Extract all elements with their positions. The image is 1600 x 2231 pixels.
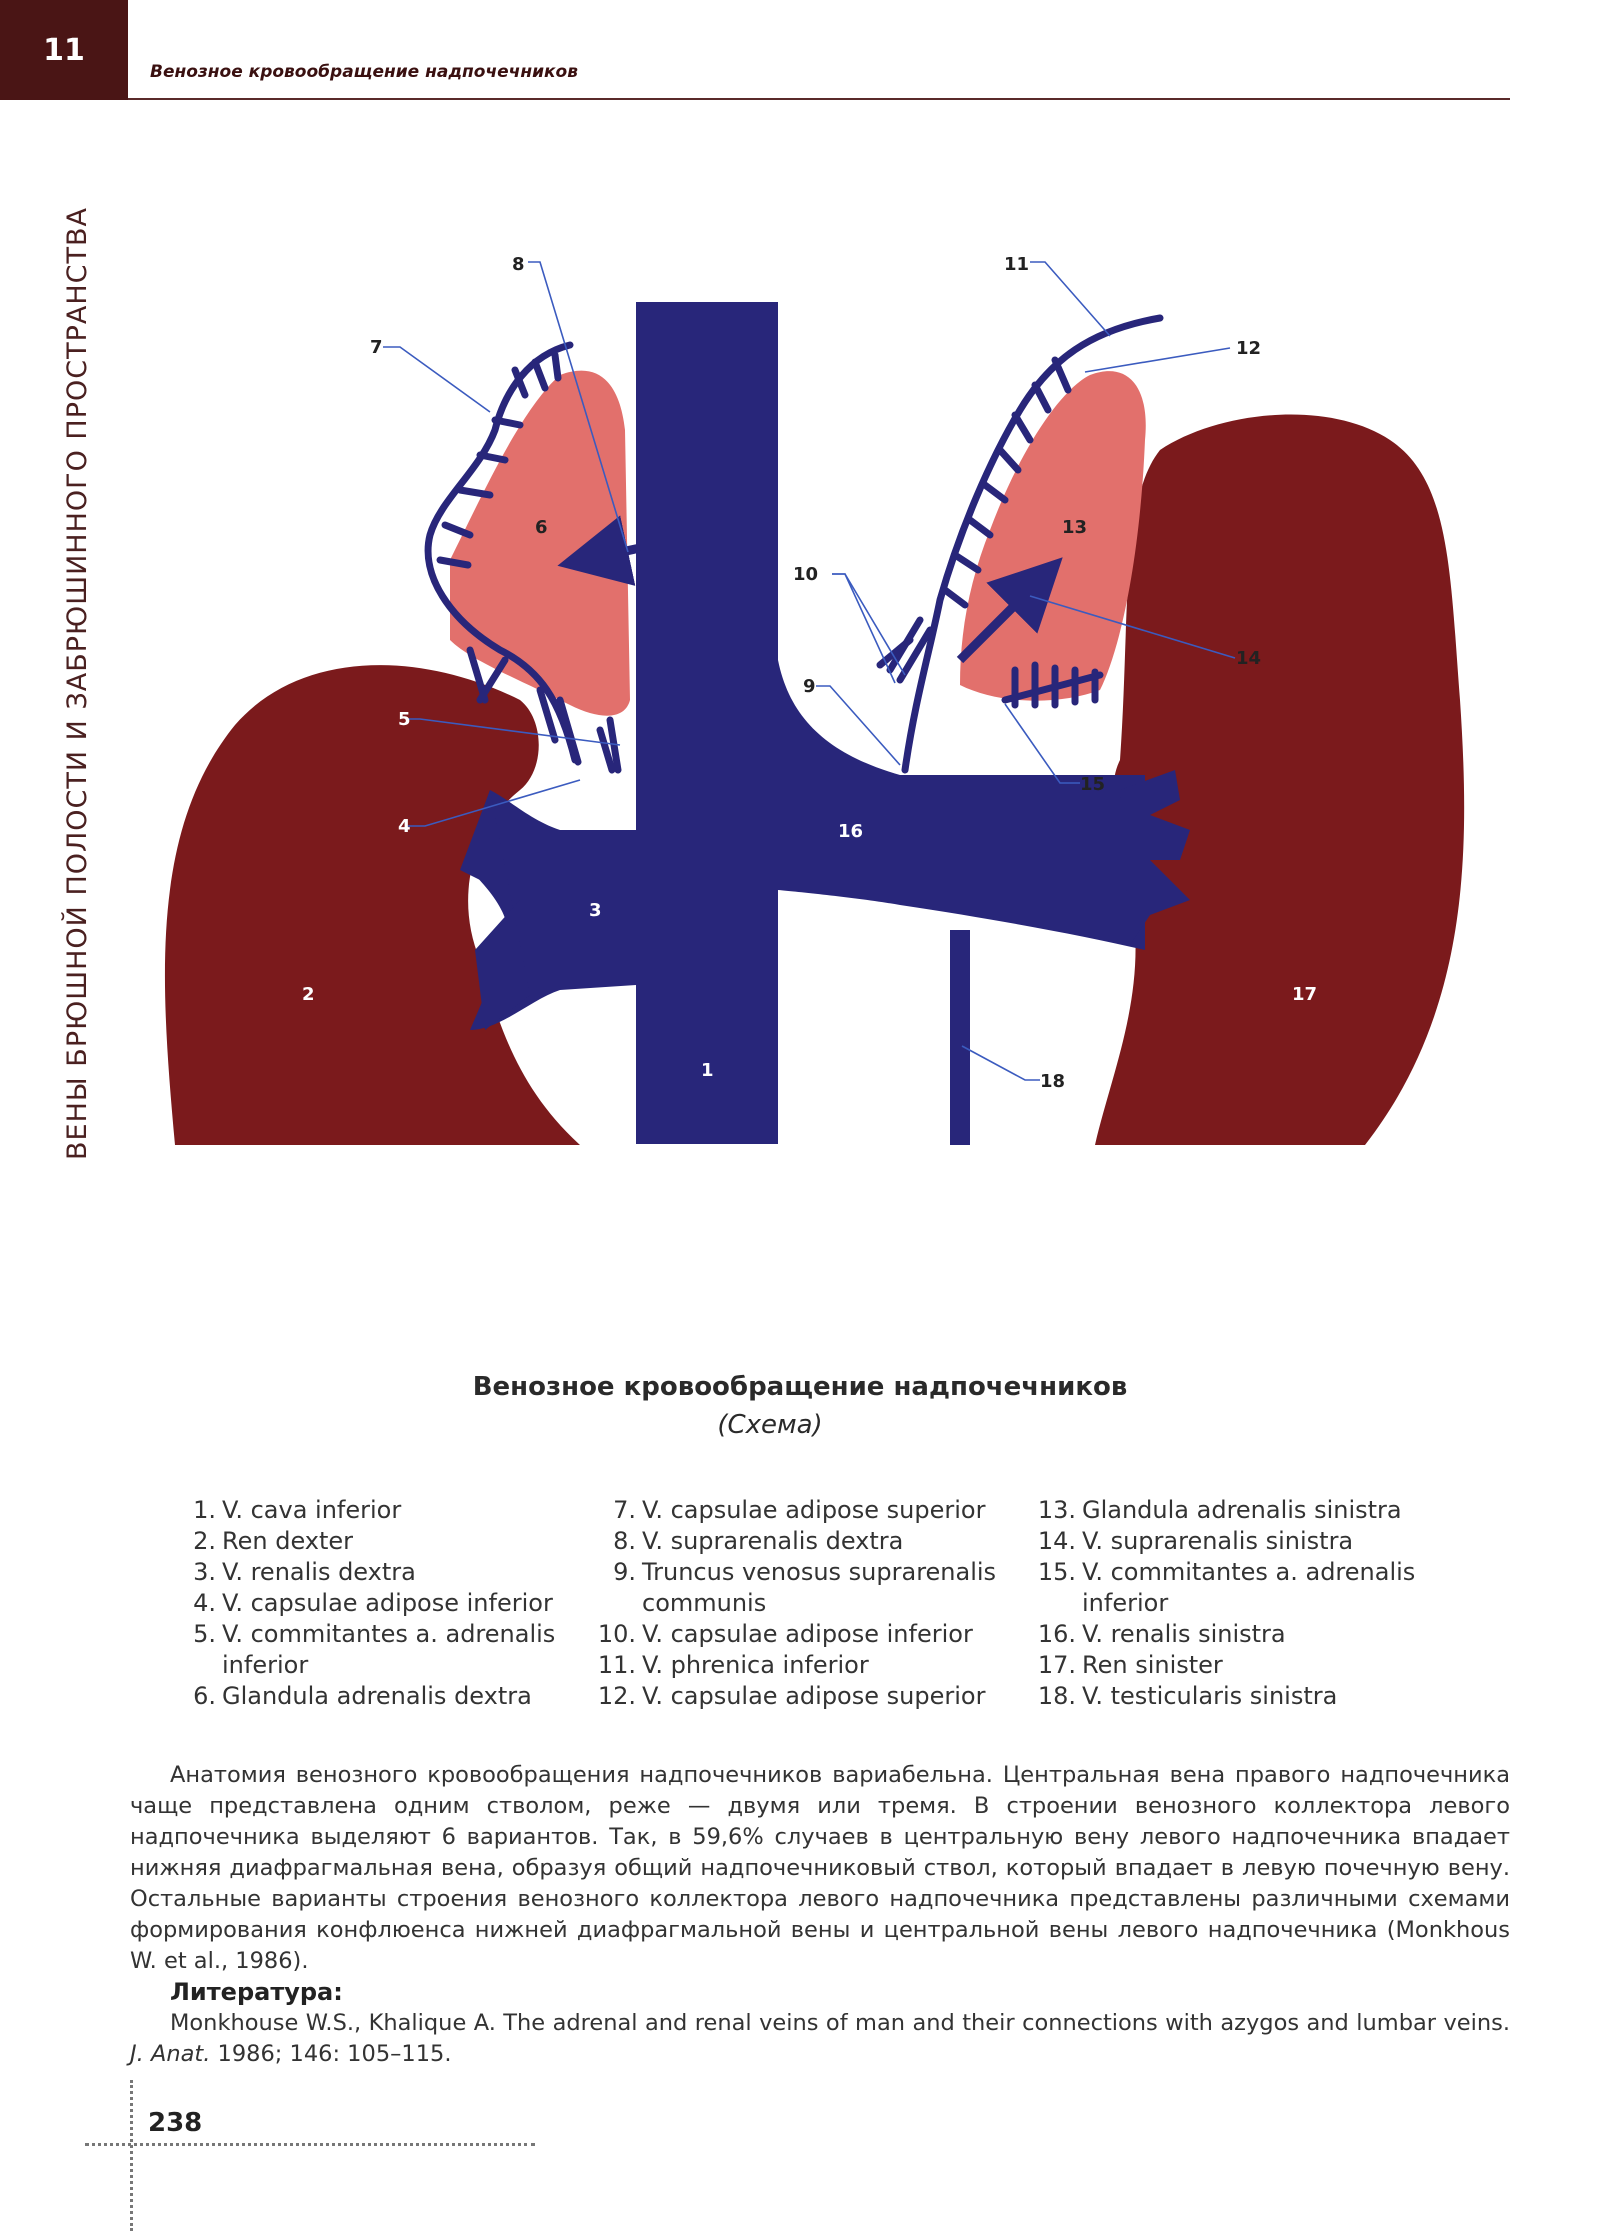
label-14: 14 xyxy=(1236,648,1262,669)
literature-heading: Литература: xyxy=(170,1978,343,2006)
legend-item: 18. V. testicularis sinistra xyxy=(1037,1682,1338,1710)
label-4: 4 xyxy=(398,816,411,837)
literature-reference: Monkhouse W.S., Khalique A. The adrenal and renal veins of man and their connections with azygos and lumbar veins. J. Anat. 1986; 146: 105–115. xyxy=(130,2010,1510,2067)
figure-caption-title: Венозное кровообращение надпочечников xyxy=(472,1372,1128,1402)
left-renal-vein xyxy=(778,660,1145,950)
legend-item: 7. V. capsulae adipose superior xyxy=(613,1496,986,1524)
legend-item: 3. V. renalis dextra xyxy=(193,1558,416,1586)
legend-column-1 xyxy=(170,1495,590,1712)
legend-item: 11. V. phrenica inferior xyxy=(597,1651,869,1679)
legend-item: 1. V. cava inferior xyxy=(193,1496,402,1524)
label-7: 7 xyxy=(370,337,383,358)
legend-item: 17. Ren sinister xyxy=(1037,1651,1223,1679)
legend-item: 4. V. capsulae adipose inferior xyxy=(193,1589,553,1617)
label-6: 6 xyxy=(535,517,548,538)
legend-item: 5. V. commitantes a. adrenalis inferior xyxy=(193,1620,556,1679)
label-2: 2 xyxy=(302,984,315,1005)
figure-caption-subtitle: (Схема) xyxy=(717,1410,823,1440)
legend-item: 10. V. capsulae adipose inferior xyxy=(597,1620,973,1648)
body-paragraph: Анатомия венозного кровообращения надпочечников вариабельна. Центральная вена правого надпочечника чаще представлена одним стволом, реже — двумя или тремя. В строении венозного коллектора левого надпочечника выделяют 6 вариантов. Так, в 59,6% случаев в центральную вену левого надпочечника впадает нижняя диафрагмальная вена, образуя общий надпочечниковый ствол, который впадает в левую почечную вену. Остальные варианты строения венозного коллектора левого надпочечника представлены различными схемами формирования конфлюенса нижней диафрагмальной вены и центральной вены левого надпочечника (Monkhous W. et al., 1986). xyxy=(130,1762,1510,1974)
legend-item: 9. Truncus venosus suprarenalis communis xyxy=(613,1558,997,1617)
label-17: 17 xyxy=(1292,984,1318,1005)
legend-item: 6. Glandula adrenalis dextra xyxy=(193,1682,532,1710)
page-number: 238 xyxy=(148,2108,203,2138)
legend-item: 8. V. suprarenalis dextra xyxy=(613,1527,904,1555)
legend-item: 16. V. renalis sinistra xyxy=(1037,1620,1286,1648)
side-section-title: ВЕНЫ БРЮШНОЙ ПОЛОСТИ И ЗАБРЮШИННОГО ПРОСТРАНСТВА xyxy=(62,206,93,1160)
body-text xyxy=(130,1760,1510,2070)
inferior-vena-cava xyxy=(636,302,778,1144)
label-1: 1 xyxy=(701,1060,714,1081)
label-8: 8 xyxy=(512,254,525,275)
legend-item: 15. V. commitantes a. adrenalis inferior xyxy=(1037,1558,1416,1617)
legend-column-3 xyxy=(1030,1495,1470,1712)
legend-item: 2. Ren dexter xyxy=(193,1527,354,1555)
left-testicular-vein xyxy=(950,930,970,1145)
footer-dotted-horizontal xyxy=(85,2143,535,2146)
label-9: 9 xyxy=(803,676,816,697)
label-3: 3 xyxy=(589,900,602,921)
legend-item: 13. Glandula adrenalis sinistra xyxy=(1037,1496,1402,1524)
label-13: 13 xyxy=(1062,517,1088,538)
label-11: 11 xyxy=(1004,254,1030,275)
legend-item: 14. V. suprarenalis sinistra xyxy=(1037,1527,1354,1555)
legend-item: 12. V. capsulae adipose superior xyxy=(597,1682,986,1710)
journal-name: J. Anat. xyxy=(130,2041,211,2067)
label-18: 18 xyxy=(1040,1071,1066,1092)
label-12: 12 xyxy=(1236,338,1262,359)
running-title: Венозное кровообращение надпочечников xyxy=(150,62,578,82)
label-10: 10 xyxy=(793,564,819,585)
label-15: 15 xyxy=(1080,774,1106,795)
label-16: 16 xyxy=(838,821,864,842)
label-5: 5 xyxy=(398,709,411,730)
footer-dotted-vertical xyxy=(130,2080,133,2231)
chapter-number: 11 xyxy=(43,32,85,68)
legend-column-2 xyxy=(590,1495,1030,1712)
